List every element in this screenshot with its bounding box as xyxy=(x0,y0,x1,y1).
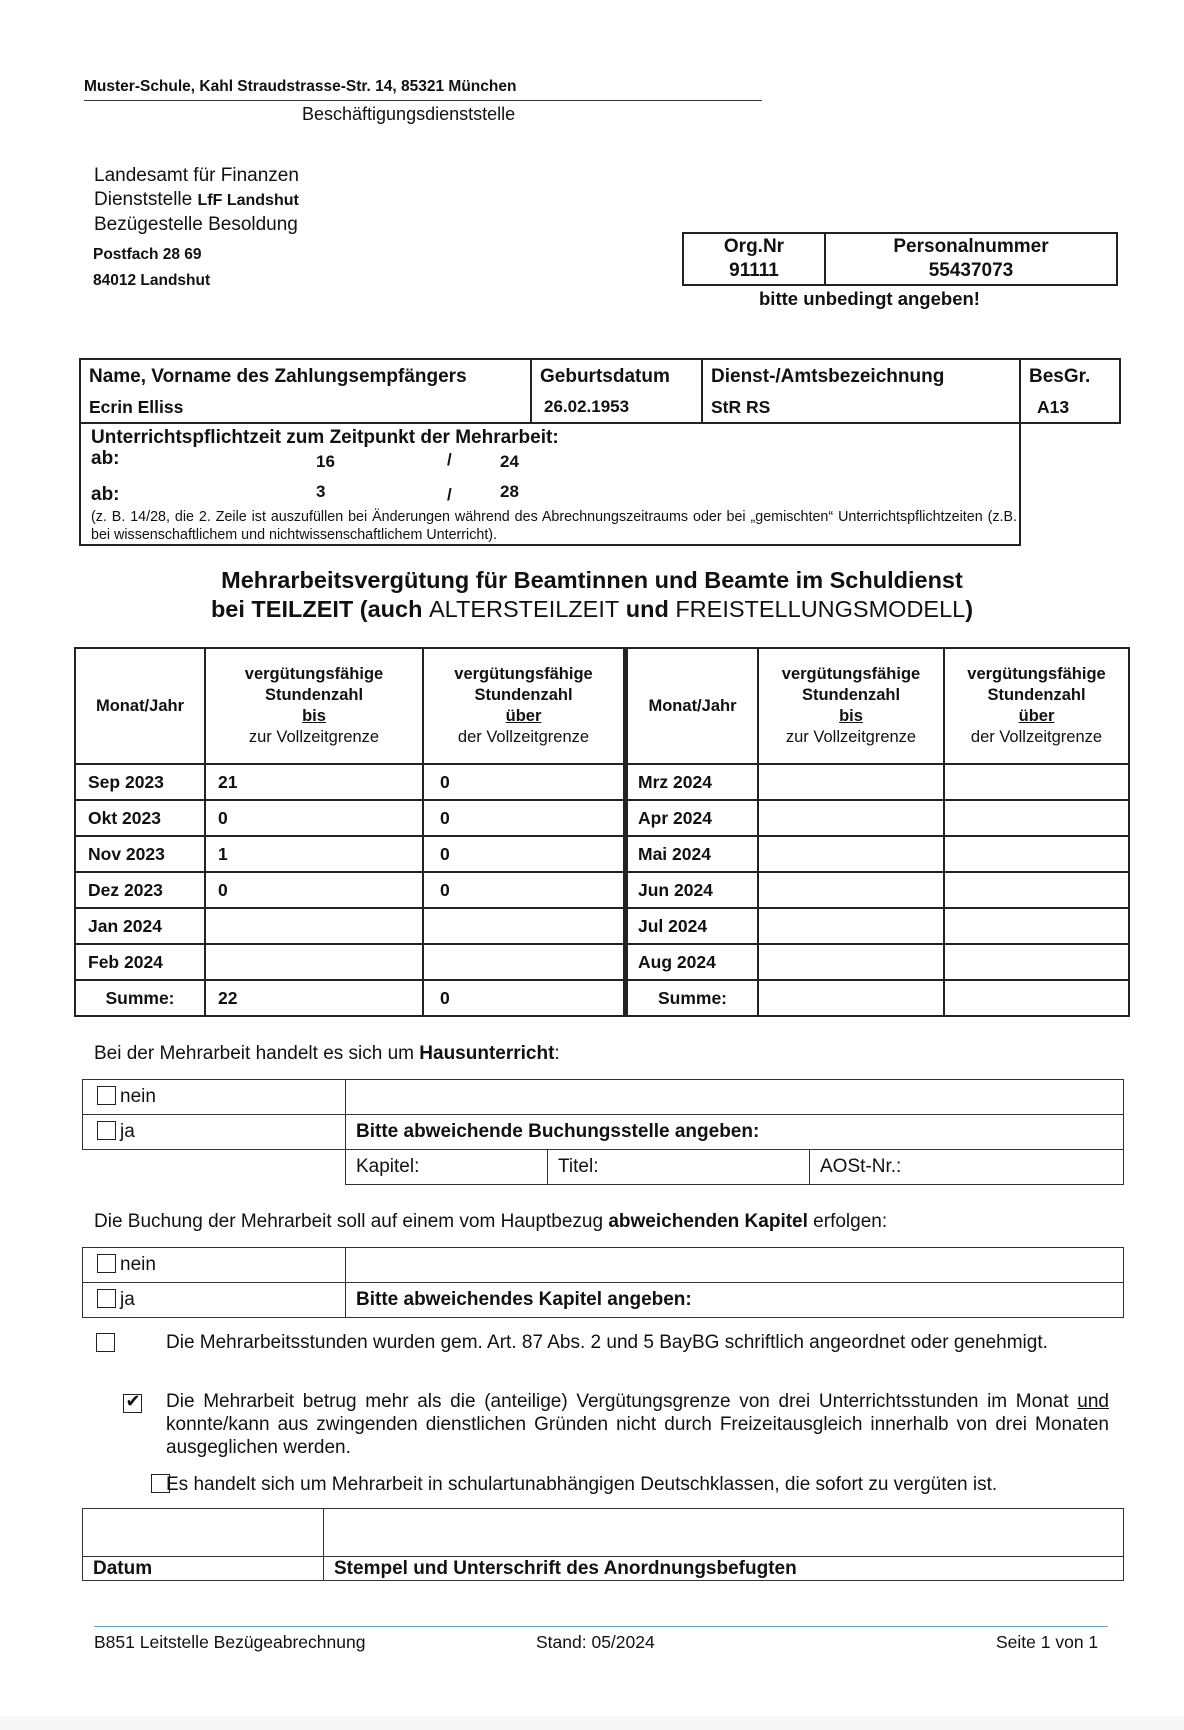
cell-month-right: Mai 2024 xyxy=(626,836,759,872)
stempel-field[interactable] xyxy=(324,1509,1124,1557)
col-header-bis-left xyxy=(205,648,423,764)
kapitel-ja-label: ja xyxy=(120,1289,135,1310)
cell-month-left: Nov 2023 xyxy=(75,836,205,872)
form-title-line2 xyxy=(0,595,1184,624)
kapitel-question-bold: abweichenden Kapitel xyxy=(608,1211,808,1232)
sum-bis-left[interactable]: 22 xyxy=(205,980,423,1016)
title-label: Dienst-/Amtsbezeichnung xyxy=(711,366,945,387)
haus-question-prefix: Bei der Mehrarbeit handelt es sich um xyxy=(94,1043,420,1064)
kapitel-question-prefix: Die Buchung der Mehrarbeit soll auf einem vom Hauptbezug xyxy=(94,1211,609,1232)
cell-bis-right[interactable] xyxy=(758,908,944,944)
statement-2-part-a: Die Mehrarbeit betrug mehr als die (anteilige) Vergütungsgrenze von drei Unterrichtsstunden im Monat xyxy=(166,1391,1078,1412)
haus-titel-field[interactable]: Titel: xyxy=(548,1150,810,1185)
kapitel-question-suffix: erfolgen: xyxy=(807,1211,888,1232)
header-rule xyxy=(84,100,762,101)
kapitel-empty-cell xyxy=(346,1248,1124,1283)
cell-ueber-left[interactable] xyxy=(423,908,626,944)
person-table xyxy=(79,358,1121,546)
table-row xyxy=(75,872,1129,908)
cell-bis-right[interactable] xyxy=(758,944,944,980)
col-bis-left-line1: vergütungsfähige xyxy=(244,665,384,683)
cell-bis-right[interactable] xyxy=(758,836,944,872)
haus-question xyxy=(94,1043,560,1065)
footer-center: Stand: 05/2024 xyxy=(536,1632,655,1652)
footer-rule xyxy=(94,1626,1108,1627)
title-part-f: FREISTELLUNGSMODELL xyxy=(675,596,966,622)
statement-1-text: Die Mehrarbeitsstunden wurden gem. Art. 87 Abs. 2 und 5 BayBG schriftlich angeordnet oder genehmigt. xyxy=(166,1332,1048,1353)
col-header-month-right: Monat/Jahr xyxy=(626,648,759,764)
recipient-postal xyxy=(93,242,210,294)
cell-ueber-left[interactable] xyxy=(423,944,626,980)
statement-2-part-b: konnte/kann aus zwingenden dienstlichen Gründen nicht durch Freizeitausgleich innerhalb von drei Monaten ausgeglichen werden. xyxy=(166,1414,1109,1458)
col-ueber-left-line3: über xyxy=(505,707,542,725)
recipient-line1: Landesamt für Finanzen xyxy=(94,165,299,186)
haus-nein-cell[interactable] xyxy=(83,1080,346,1115)
footer-left: B851 Leitstelle Bezügeabrechnung xyxy=(94,1632,366,1652)
kapitel-table xyxy=(82,1247,1124,1318)
haus-ja-checkbox[interactable] xyxy=(97,1121,116,1140)
org-value: 91111 xyxy=(729,260,779,281)
cell-bis-left[interactable]: 21 xyxy=(205,764,423,800)
table-row xyxy=(75,764,1129,800)
stempel-label: Stempel und Unterschrift des Anordnungsbefugten xyxy=(324,1557,1124,1581)
title-part-b: TEILZEIT xyxy=(251,596,354,622)
haus-question-suffix: : xyxy=(554,1043,560,1064)
teaching-time-cell[interactable] xyxy=(80,423,1020,545)
cell-ueber-right[interactable] xyxy=(944,800,1129,836)
grade-cell[interactable] xyxy=(1020,359,1120,423)
col-bis-left-line3: bis xyxy=(302,707,326,725)
col-ueber-left-line1: vergütungsfähige xyxy=(454,665,593,683)
form-title xyxy=(0,566,1184,624)
haus-empty-cell xyxy=(346,1080,1124,1115)
school-address: Muster-Schule, Kahl Straudstrasse-Str. 14, 85321 München xyxy=(84,78,517,95)
table-row xyxy=(75,944,1129,980)
name-value: Ecrin Elliss xyxy=(89,397,184,417)
teaching-time-note: (z. B. 14/28, die 2. Zeile ist auszufüllen bei Änderungen während des Abrechnungszeitraums oder bei „gemischten“ Unterrichtspflichtzeiten (z.B. bei wissenschaftlichem und nichtwissenschaftlichem Unterricht). xyxy=(91,509,1017,543)
org-label: Org.Nr xyxy=(723,236,785,257)
cell-month-left: Jan 2024 xyxy=(75,908,205,944)
col-ueber-left-line4: der Vollzeitgrenze xyxy=(457,728,590,746)
cell-month-right: Jun 2024 xyxy=(626,872,759,908)
haus-aost-field[interactable]: AOSt-Nr.: xyxy=(810,1150,1124,1185)
ab-label-1: ab: xyxy=(91,448,120,469)
cell-month-right: Aug 2024 xyxy=(626,944,759,980)
haus-table xyxy=(82,1079,1124,1185)
org-cell[interactable] xyxy=(683,233,825,285)
recipient-line2 xyxy=(94,188,299,213)
cell-ueber-right[interactable] xyxy=(944,944,1129,980)
cell-ueber-right[interactable] xyxy=(944,908,1129,944)
id-box xyxy=(682,232,1118,286)
cell-month-left: Dez 2023 xyxy=(75,872,205,908)
title-part-c: (auch xyxy=(353,596,429,622)
kapitel-nein-label: nein xyxy=(120,1254,156,1275)
haus-ja-cell[interactable] xyxy=(83,1115,346,1150)
haus-blank xyxy=(83,1150,346,1185)
cell-ueber-right[interactable] xyxy=(944,764,1129,800)
personalnummer-cell[interactable] xyxy=(825,233,1117,285)
personalnummer-label: Personalnummer xyxy=(893,236,1049,257)
title-part-e: und xyxy=(619,596,676,622)
recipient-line2-prefix: Dienststelle xyxy=(94,189,193,210)
hours-row1-a[interactable]: 16 xyxy=(316,452,335,471)
cell-month-left: Okt 2023 xyxy=(75,800,205,836)
col-bis-left-line2: Stundenzahl xyxy=(264,686,364,704)
haus-ja-label: ja xyxy=(120,1121,135,1142)
sum-label-right: Summe: xyxy=(626,980,759,1016)
signature-table xyxy=(82,1508,1124,1581)
kapitel-hint: Bitte abweichendes Kapitel angeben: xyxy=(346,1283,1124,1318)
haus-question-bold: Hausunterricht xyxy=(419,1043,555,1064)
statement-2-checkbox[interactable] xyxy=(123,1394,142,1413)
col-bis-right-line3: bis xyxy=(839,707,863,725)
cell-ueber-left[interactable]: 0 xyxy=(423,800,626,836)
sum-label-left: Summe: xyxy=(75,980,205,1016)
datum-field[interactable] xyxy=(83,1509,324,1557)
cell-bis-right[interactable] xyxy=(758,872,944,908)
col-ueber-right-line4: der Vollzeitgrenze xyxy=(970,728,1103,746)
col-header-ueber-left xyxy=(423,648,626,764)
haus-hint: Bitte abweichende Buchungsstelle angeben: xyxy=(346,1115,1124,1150)
col-ueber-right-line1: vergütungsfähige xyxy=(967,665,1106,683)
statement-1-checkbox[interactable] xyxy=(96,1333,115,1352)
col-header-ueber-right xyxy=(944,648,1129,764)
hours-row2-a[interactable]: 3 xyxy=(316,482,326,501)
cell-ueber-right[interactable] xyxy=(944,836,1129,872)
hours-table xyxy=(74,647,1130,1017)
cell-ueber-left[interactable]: 0 xyxy=(423,764,626,800)
statement-3-text: Es handelt sich um Mehrarbeit in schulartunabhängigen Deutschklassen, die sofort zu vergüten ist. xyxy=(166,1474,998,1495)
personalnummer-value: 55437073 xyxy=(928,260,1014,281)
birthdate-label: Geburtsdatum xyxy=(540,366,670,387)
kapitel-nein-cell[interactable] xyxy=(83,1248,346,1283)
cell-bis-left[interactable]: 0 xyxy=(205,800,423,836)
ab-label-2: ab: xyxy=(91,484,120,505)
empty-cell xyxy=(1020,423,1120,545)
title-value: StR RS xyxy=(711,397,771,417)
recipient-line2-bold: LfF Landshut xyxy=(197,192,299,209)
footer-right: Seite 1 von 1 xyxy=(996,1632,1099,1652)
recipient-line4: Postfach 28 69 xyxy=(93,246,202,263)
birthdate-cell[interactable] xyxy=(531,359,702,423)
cell-ueber-left[interactable]: 0 xyxy=(423,836,626,872)
cell-bis-left[interactable] xyxy=(205,944,423,980)
hours-row1-b[interactable]: 24 xyxy=(500,452,519,471)
table-row xyxy=(75,908,1129,944)
cell-bis-right[interactable] xyxy=(758,800,944,836)
col-ueber-right-line3: über xyxy=(1018,707,1055,725)
sum-ueber-right[interactable] xyxy=(944,980,1129,1016)
grade-label: BesGr. xyxy=(1029,366,1091,387)
school-caption: Beschäftigungsdienststelle xyxy=(302,104,516,124)
statement-2-text xyxy=(166,1390,1109,1459)
kapitel-ja-cell[interactable] xyxy=(83,1283,346,1318)
table-row xyxy=(75,836,1129,872)
title-part-d: ALTERSTEILZEIT xyxy=(428,596,620,622)
table-row xyxy=(75,800,1129,836)
cell-ueber-left[interactable]: 0 xyxy=(423,872,626,908)
grade-value: A13 xyxy=(1037,397,1070,417)
cell-bis-right[interactable] xyxy=(758,764,944,800)
haus-kapitel-field[interactable]: Kapitel: xyxy=(346,1150,548,1185)
col-bis-right-line2: Stundenzahl xyxy=(801,686,901,704)
haus-nein-checkbox[interactable] xyxy=(97,1086,116,1105)
col-header-bis-right xyxy=(758,648,944,764)
cell-bis-left[interactable]: 0 xyxy=(205,872,423,908)
col-bis-right-line1: vergütungsfähige xyxy=(781,665,921,683)
name-label: Name, Vorname des Zahlungsempfängers xyxy=(89,366,467,387)
title-cell[interactable] xyxy=(702,359,1020,423)
id-note: bitte unbedingt angeben! xyxy=(759,288,980,309)
kapitel-nein-checkbox[interactable] xyxy=(97,1254,116,1273)
sum-ueber-left[interactable]: 0 xyxy=(423,980,626,1016)
cell-ueber-right[interactable] xyxy=(944,872,1129,908)
title-part-g: ) xyxy=(965,596,974,622)
cell-month-left: Feb 2024 xyxy=(75,944,205,980)
cell-bis-left[interactable] xyxy=(205,908,423,944)
sum-row xyxy=(75,980,1129,1016)
col-ueber-left-line2: Stundenzahl xyxy=(474,686,573,704)
cell-month-right: Mrz 2024 xyxy=(626,764,759,800)
col-bis-left-line4: zur Vollzeitgrenze xyxy=(248,728,380,746)
recipient-line5: 84012 Landshut xyxy=(93,272,211,289)
col-bis-right-line4: zur Vollzeitgrenze xyxy=(785,728,917,746)
col-header-month-left: Monat/Jahr xyxy=(75,648,205,764)
cell-month-right: Apr 2024 xyxy=(626,800,759,836)
slash-2: / xyxy=(447,485,452,504)
col-ueber-right-line2: Stundenzahl xyxy=(987,686,1086,704)
form-title-line1: Mehrarbeitsvergütung für Beamtinnen und Beamte im Schuldienst xyxy=(221,567,963,593)
birthdate-value: 26.02.1953 xyxy=(544,397,630,416)
cell-month-left: Sep 2023 xyxy=(75,764,205,800)
sum-bis-right[interactable] xyxy=(758,980,944,1016)
hours-rows xyxy=(75,764,1129,980)
title-part-a: bei xyxy=(210,596,252,622)
name-cell[interactable] xyxy=(80,359,531,423)
recipient-address xyxy=(94,164,299,237)
slash-1: / xyxy=(447,450,452,469)
hours-row2-b[interactable]: 28 xyxy=(500,482,519,501)
cell-month-right: Jul 2024 xyxy=(626,908,759,944)
kapitel-ja-checkbox[interactable] xyxy=(97,1289,116,1308)
haus-nein-label: nein xyxy=(120,1086,156,1107)
statement-2-underlined: und xyxy=(1077,1391,1109,1412)
kapitel-question xyxy=(94,1211,887,1233)
recipient-line3: Bezügestelle Besoldung xyxy=(94,214,298,235)
teaching-time-label: Unterrichtspflichtzeit zum Zeitpunkt der Mehrarbeit: xyxy=(91,427,559,448)
cell-bis-left[interactable]: 1 xyxy=(205,836,423,872)
datum-label: Datum xyxy=(83,1557,324,1581)
